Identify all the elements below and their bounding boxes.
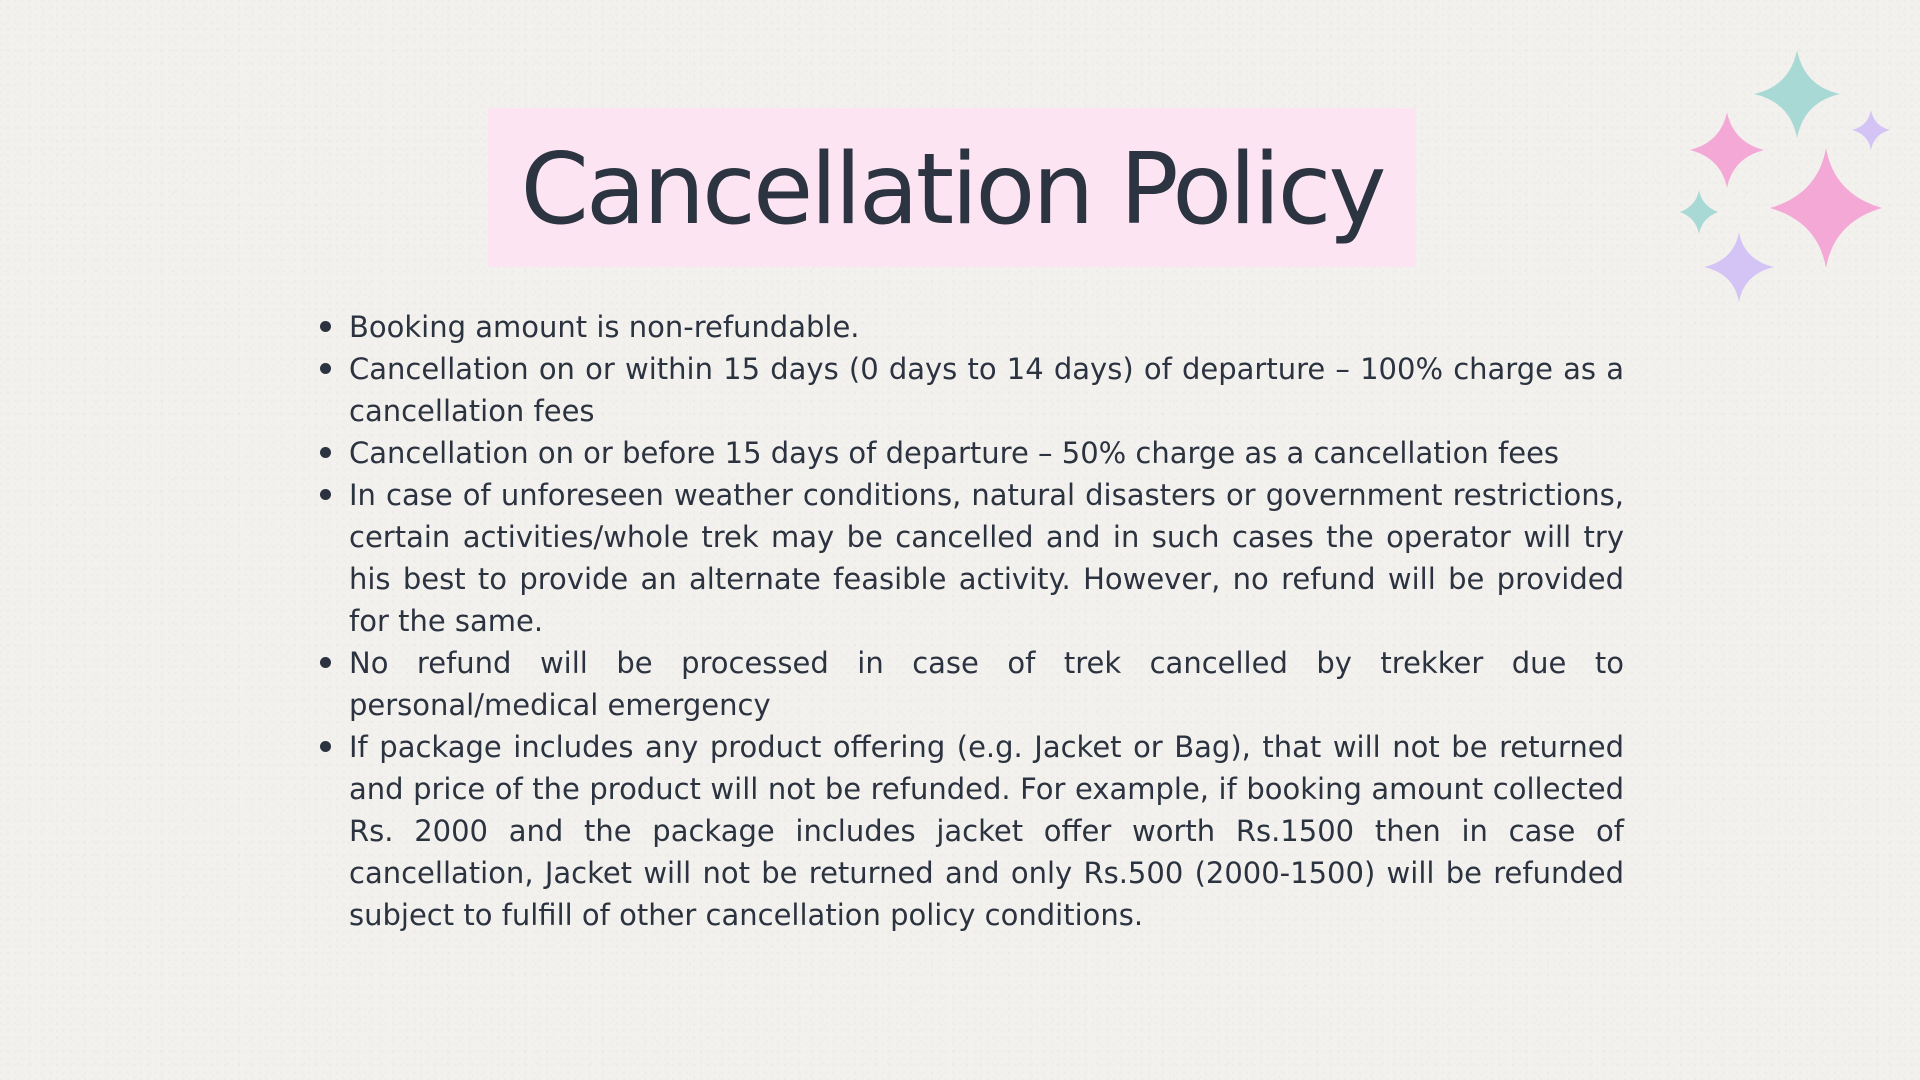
list-item-text: Cancellation on or before 15 days of departure – 50% charge as a cancellation fees [349, 436, 1560, 470]
list-item-text: Cancellation on or within 15 days (0 days to 14 days) of departure – 100% charge as a cancellation fees [349, 352, 1624, 428]
policy-list [320, 306, 1624, 936]
sparkle-teal-large [1754, 50, 1840, 138]
sparkle-pink-medium [1690, 112, 1764, 188]
sparkle-lavender-medium [1704, 232, 1774, 302]
page-title: Cancellation Policy [520, 132, 1384, 247]
sparkle-pink-large [1770, 148, 1882, 268]
title-banner [488, 108, 1416, 267]
bullet-icon [320, 489, 331, 500]
list-item-text: If package includes any product offering (e.g. Jacket or Bag), that will not be returned and price of the product will not be refunded. For example, if booking amount collected Rs. 2000 and the package includes jacket offer worth Rs.1500 then in case of cancellation, Jacket will not be returned and only Rs.500 (2000-1500) will be refunded subject to fulfill of other cancellation policy conditions. [349, 730, 1624, 932]
list-item-text: In case of unforeseen weather conditions, natural disasters or government restrictions, certain activities/whole trek may be cancelled and in such cases the operator will try his best to provide an alternate feasible activity. However, no refund will be provided for the same. [349, 478, 1624, 638]
list-item-text: Booking amount is non-refundable. [349, 310, 860, 344]
bullet-icon [320, 447, 331, 458]
sparkles-icon [1660, 40, 1900, 310]
list-item-text: No refund will be processed in case of trek cancelled by trekker due to personal/medical emergency [349, 646, 1624, 722]
list-item [320, 432, 1624, 474]
sparkle-lavender-small [1852, 110, 1890, 150]
bullet-icon [320, 363, 331, 374]
bullet-icon [320, 321, 331, 332]
list-item [320, 474, 1624, 642]
bullet-icon [320, 657, 331, 668]
bullet-icon [320, 741, 331, 752]
sparkle-teal-small [1680, 190, 1718, 234]
list-item [320, 306, 1624, 348]
list-item [320, 642, 1624, 726]
list-item [320, 348, 1624, 432]
list-item [320, 726, 1624, 936]
